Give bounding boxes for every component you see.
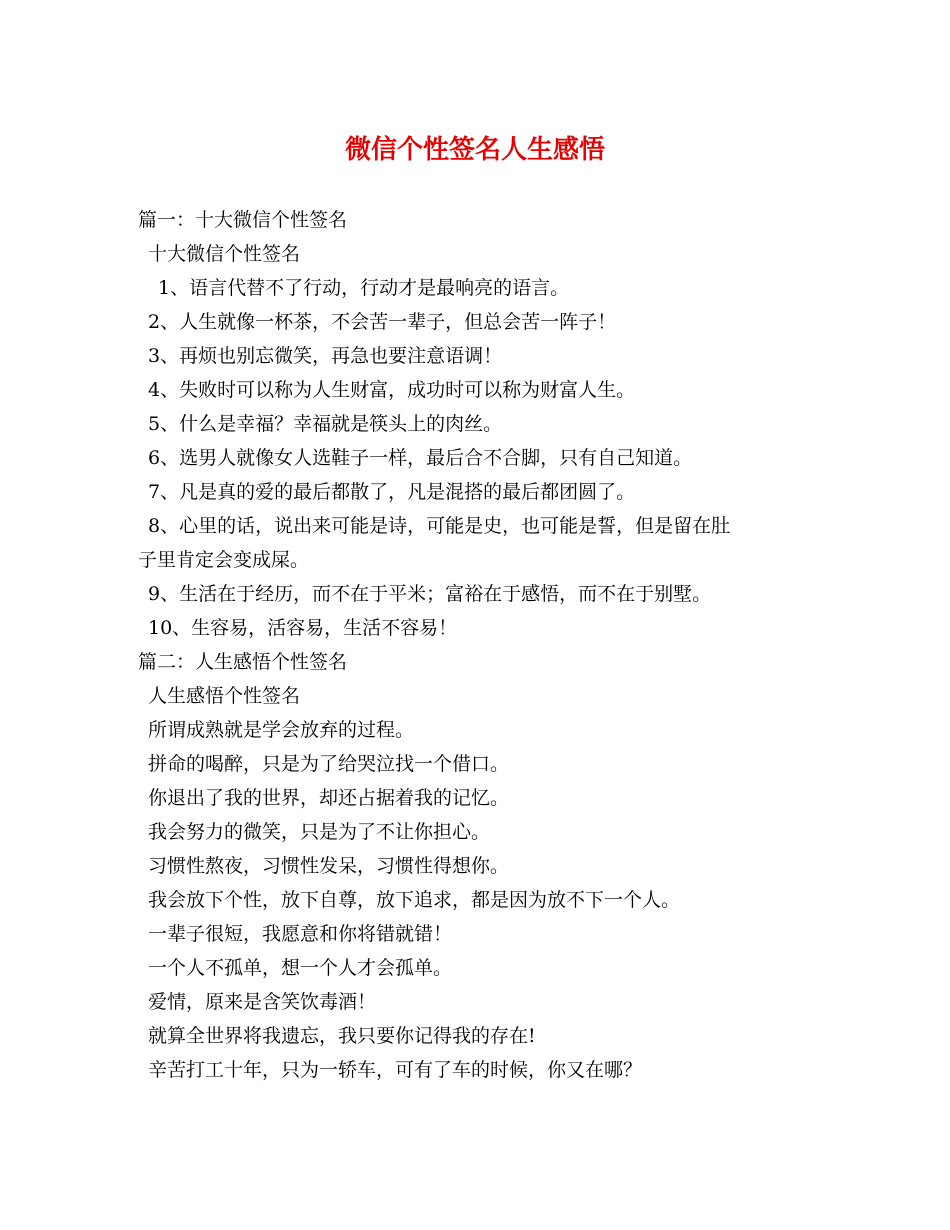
list-item: 我会放下个性，放下自尊，放下追求，都是因为放不下一个人。 [148, 889, 681, 911]
list-item: 1、语言代替不了行动，行动才是最响亮的语言。 [158, 277, 570, 299]
list-item: 5、什么是幸福？幸福就是筷头上的肉丝。 [148, 413, 503, 435]
list-item: 6、选男人就像女人选鞋子一样，最后合不合脚，只有自己知道。 [148, 447, 693, 469]
list-item: 所谓成熟就是学会放弃的过程。 [148, 719, 415, 741]
list-item: 爱情，原来是含笑饮毒酒！ [148, 991, 377, 1013]
list-item: 辛苦打工十年，只为一轿车，可有了车的时候，你又在哪？ [148, 1059, 643, 1081]
list-item: 一辈子很短，我愿意和你将错就错！ [148, 923, 453, 945]
list-item: 9、生活在于经历，而不在于平米；富裕在于感悟，而不在于别墅。 [148, 583, 712, 605]
list-item: 3、再烦也别忘微笑，再急也要注意语调！ [148, 345, 503, 367]
list-item: 习惯性熬夜，习惯性发呆，习惯性得想你。 [148, 855, 510, 877]
list-item: 10、生容易，活容易，生活不容易！ [148, 617, 458, 639]
list-item: 拼命的喝醉，只是为了给哭泣找一个借口。 [148, 753, 510, 775]
section-heading: 篇二：人生感悟个性签名 [138, 651, 348, 673]
document-body [138, 203, 818, 1087]
document-title: 微信个性签名人生感悟 [344, 135, 605, 165]
section-subheading: 人生感悟个性签名 [148, 685, 301, 707]
list-item: 4、失败时可以称为人生财富，成功时可以称为财富人生。 [148, 379, 636, 401]
list-item: 就算全世界将我遗忘，我只要你记得我的存在! [148, 1025, 536, 1047]
list-item-continuation: 子里肯定会变成屎。 [138, 549, 310, 571]
list-item: 7、凡是真的爱的最后都散了，凡是混搭的最后都团圆了。 [148, 481, 636, 503]
list-item: 我会努力的微笑，只是为了不让你担心。 [148, 821, 491, 843]
list-item: 你退出了我的世界，却还占据着我的记忆。 [148, 787, 510, 809]
section-heading: 篇一：十大微信个性签名 [138, 209, 348, 231]
section-subheading: 十大微信个性签名 [148, 243, 301, 265]
list-item: 8、心里的话，说出来可能是诗，可能是史，也可能是誓，但是留在肚 [148, 515, 731, 537]
list-item: 2、人生就像一杯茶，不会苦一辈子，但总会苦一阵子！ [148, 311, 617, 333]
list-item: 一个人不孤单，想一个人才会孤单。 [148, 957, 453, 979]
